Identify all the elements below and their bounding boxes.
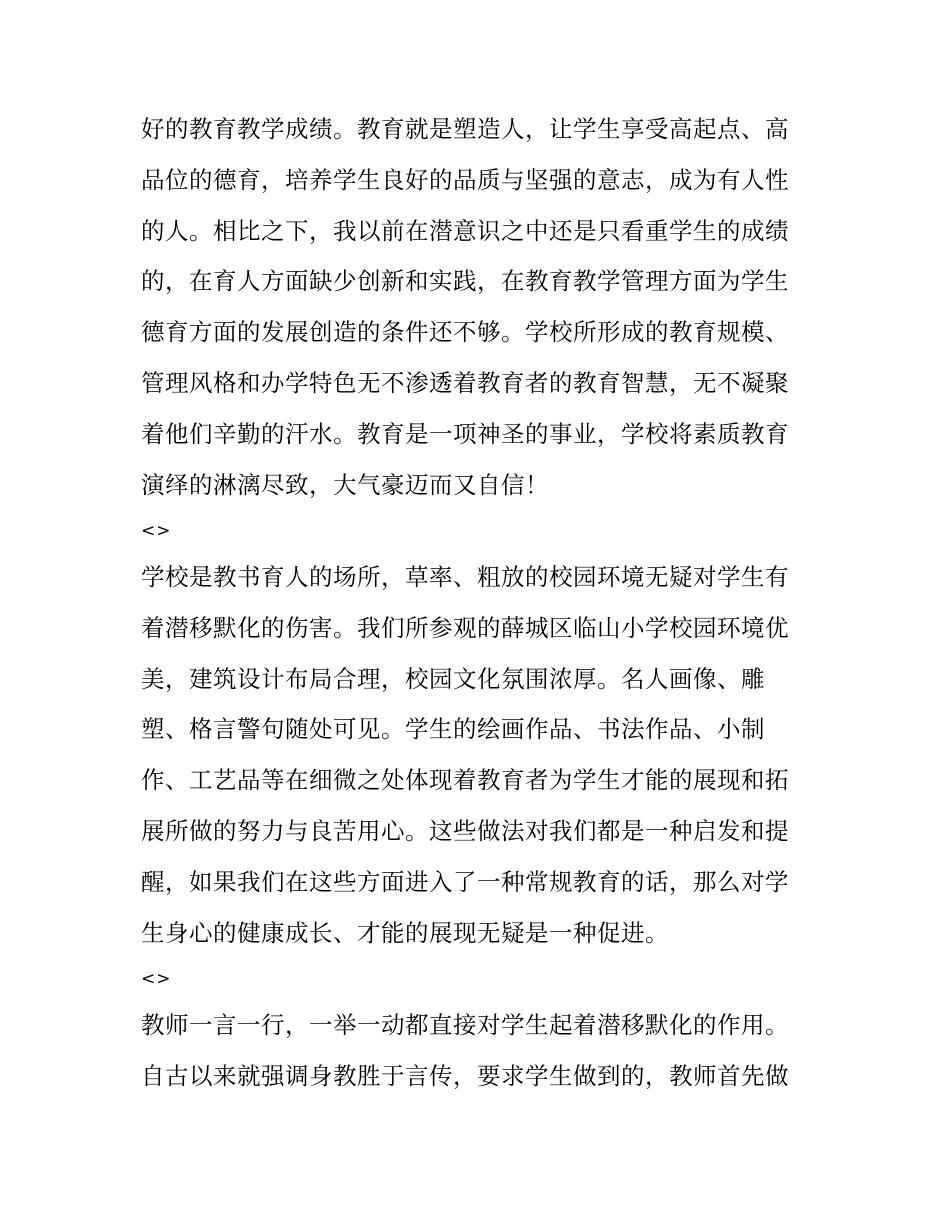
paragraph-1-line-1: 好的教育教学成绩。教育就是塑造人，让学生享受高起点、高 [141, 115, 789, 143]
paragraph-2-line-5: 作、工艺品等在细微之处体现着教育者为学生才能的展现和拓 [141, 766, 789, 794]
paragraph-2-line-8: 生身心的健康成长、才能的展现无疑是一种促进。 [141, 919, 669, 947]
paragraph-2-line-2: 着潜移默化的伤害。我们所参观的薛城区临山小学校园环境优 [141, 614, 789, 642]
paragraph-2-line-3: 美，建筑设计布局合理，校园文化氛围浓厚。名人画像、雕 [141, 665, 765, 693]
paragraph-2-line-6: 展所做的努力与良苦用心。这些做法对我们都是一种启发和提 [141, 817, 789, 845]
paragraph-1-line-6: 管理风格和办学特色无不渗透着教育者的教育智慧，无不凝聚 [141, 369, 789, 397]
paragraph-3-line-1: 教师一言一行，一举一动都直接对学生起着潜移默化的作用。 [141, 1011, 789, 1039]
paragraph-2-line-4: 塑、格言警句随处可见。学生的绘画作品、书法作品、小制 [141, 715, 765, 743]
paragraph-1-line-2: 品位的德育，培养学生良好的品质与坚强的意志，成为有人性 [141, 166, 789, 194]
paragraph-1-line-3: 的人。相比之下，我以前在潜意识之中还是只看重学生的成绩 [141, 217, 789, 245]
paragraph-2-line-7: 醒，如果我们在这些方面进入了一种常规教育的话，那么对学 [141, 868, 789, 896]
paragraph-2-line-1: 学校是教书育人的场所，草率、粗放的校园环境无疑对学生有 [141, 563, 789, 591]
paragraph-1-line-5: 德育方面的发展创造的条件还不够。学校所形成的教育规模、 [141, 318, 789, 346]
paragraph-separator: <> [141, 521, 172, 541]
paragraph-separator: <> [141, 969, 172, 989]
paragraph-1-line-7: 着他们辛勤的汗水。教育是一项神圣的事业，学校将素质教育 [141, 420, 789, 448]
paragraph-1-line-4: 的，在育人方面缺少创新和实践，在教育教学管理方面为学生 [141, 267, 789, 295]
paragraph-3-line-2: 自古以来就强调身教胜于言传，要求学生做到的，教师首先做 [141, 1062, 789, 1090]
paragraph-1-line-8: 演绎的淋漓尽致，大气豪迈而又自信！ [141, 471, 549, 499]
